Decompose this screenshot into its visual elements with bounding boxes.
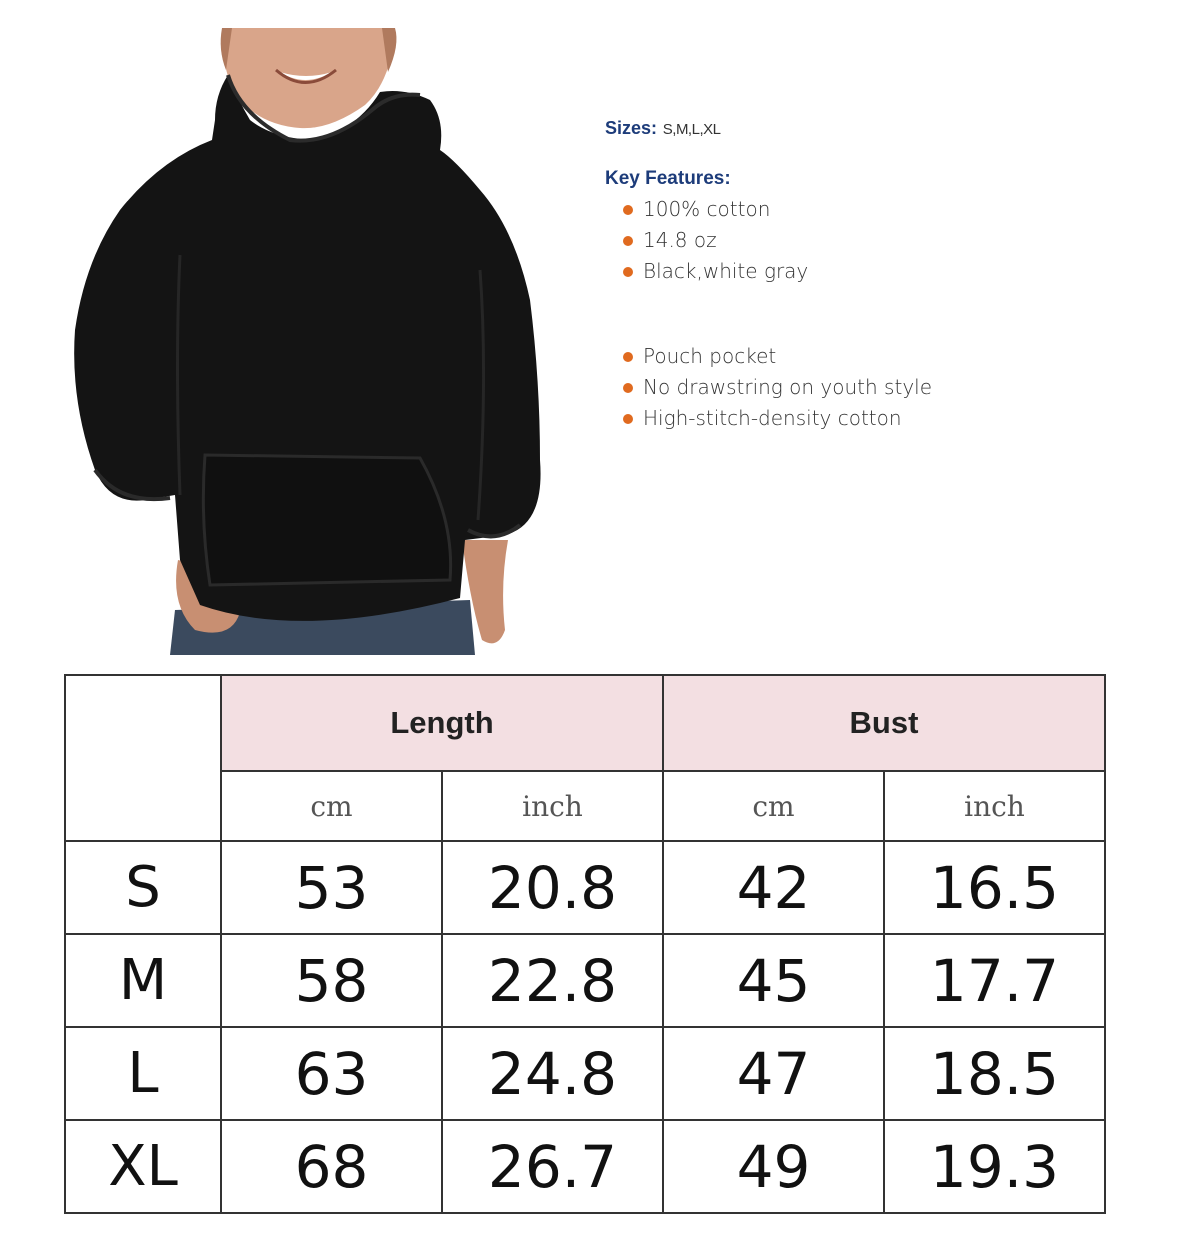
value-cell: 45: [663, 934, 884, 1027]
value-cell: 16.5: [884, 841, 1105, 934]
sizes-label: Sizes:: [605, 118, 658, 138]
features-title: Key Features:: [605, 168, 731, 189]
value-cell: 24.8: [442, 1027, 663, 1120]
value-cell: 53: [221, 841, 442, 934]
value-cell: 26.7: [442, 1120, 663, 1213]
value-cell: 42: [663, 841, 884, 934]
unit-cell: cm: [663, 771, 884, 841]
bullet-icon: [623, 383, 633, 393]
features-list-2: [605, 341, 1165, 434]
bullet-icon: [623, 236, 633, 246]
product-info: [605, 118, 1165, 434]
size-label-cell: S: [65, 841, 221, 934]
features-list-1: [605, 194, 1165, 287]
unit-cell: inch: [884, 771, 1105, 841]
size-chart-table: [64, 674, 1106, 1214]
group-header-length: Length: [221, 675, 663, 771]
product-photo: [0, 0, 600, 655]
feature-item: 100% cotton: [623, 194, 1165, 225]
bullet-icon: [623, 414, 633, 424]
feature-item: No drawstring on youth style: [623, 372, 1165, 403]
group-header-bust: Bust: [663, 675, 1105, 771]
chart-group-header-row: [65, 675, 1105, 771]
bullet-icon: [623, 352, 633, 362]
sizes-line: [605, 118, 1165, 144]
feature-item: 14.8 oz: [623, 225, 1165, 256]
unit-cell: inch: [442, 771, 663, 841]
bullet-icon: [623, 267, 633, 277]
value-cell: 68: [221, 1120, 442, 1213]
value-cell: 63: [221, 1027, 442, 1120]
value-cell: 47: [663, 1027, 884, 1120]
table-row: [65, 841, 1105, 934]
feature-item: Pouch pocket: [623, 341, 1165, 372]
table-row: [65, 934, 1105, 1027]
size-label-cell: L: [65, 1027, 221, 1120]
bullet-icon: [623, 205, 633, 215]
value-cell: 20.8: [442, 841, 663, 934]
table-row: [65, 1120, 1105, 1213]
size-label-cell: XL: [65, 1120, 221, 1213]
value-cell: 49: [663, 1120, 884, 1213]
sizes-value: S,M,L,XL: [662, 121, 721, 138]
unit-cell: cm: [221, 771, 442, 841]
feature-item: Black,white gray: [623, 256, 1165, 287]
chart-corner-cell: [65, 675, 221, 841]
size-label-cell: M: [65, 934, 221, 1027]
value-cell: 58: [221, 934, 442, 1027]
table-row: [65, 1027, 1105, 1120]
value-cell: 22.8: [442, 934, 663, 1027]
chart-unit-row: [65, 771, 1105, 841]
value-cell: 19.3: [884, 1120, 1105, 1213]
feature-item: High-stitch-density cotton: [623, 403, 1165, 434]
value-cell: 18.5: [884, 1027, 1105, 1120]
value-cell: 17.7: [884, 934, 1105, 1027]
